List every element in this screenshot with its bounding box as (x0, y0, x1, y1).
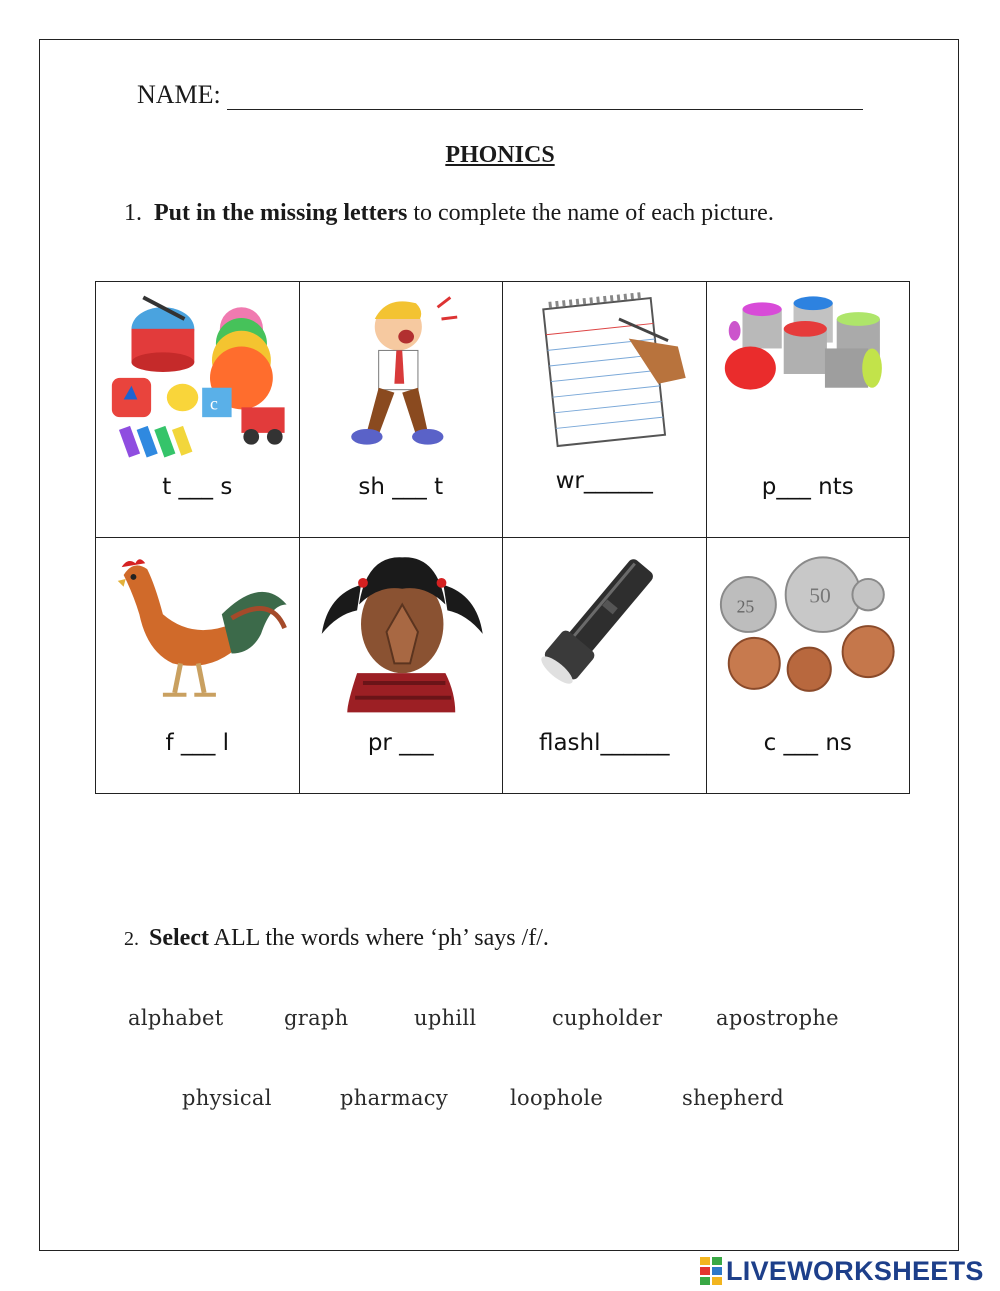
clue-coins[interactable]: c ___ ns (763, 730, 852, 756)
page-title: PHONICS (445, 142, 555, 168)
picture-grid (95, 281, 910, 794)
clue-flashlight[interactable]: flashl______ (538, 730, 670, 756)
clue-shout[interactable]: sh ___ t (358, 474, 444, 500)
cell-toys (96, 282, 300, 538)
question-2-text: ALL the words where ‘ph’ says /f/. (208, 925, 549, 951)
flashlight-picture (511, 544, 698, 714)
clue-toys[interactable]: t ___ s (162, 474, 233, 500)
question-2-number: 2. (124, 928, 139, 950)
clue-pray[interactable]: pr ___ (367, 730, 434, 756)
liveworksheets-logo (700, 1254, 984, 1288)
word-option[interactable]: alphabet (128, 1006, 224, 1030)
cell-shout (299, 282, 503, 538)
word-option[interactable]: uphill (414, 1006, 477, 1030)
praying-girl-picture (308, 544, 495, 714)
word-option[interactable]: pharmacy (340, 1086, 448, 1110)
word-option[interactable]: shepherd (682, 1086, 785, 1110)
paints-picture (715, 288, 902, 458)
name-blank-line[interactable] (227, 81, 863, 110)
word-option[interactable]: physical (182, 1086, 272, 1110)
question-1-number: 1. (124, 200, 142, 226)
word-option[interactable]: graph (284, 1006, 349, 1030)
question-1-text: to complete the name of each picture. (407, 200, 774, 226)
shouting-boy-picture (308, 288, 495, 458)
clue-fowl[interactable]: f ___ l (165, 730, 230, 756)
clue-paints[interactable]: p___ nts (761, 474, 854, 500)
question-1 (124, 200, 774, 227)
question-1-bold: Put in the missing letters (154, 200, 408, 226)
question-2 (124, 925, 549, 952)
coins-picture (715, 544, 902, 714)
word-option[interactable]: loophole (510, 1086, 604, 1110)
word-option[interactable]: cupholder (552, 1006, 663, 1030)
name-label: NAME: (137, 80, 221, 109)
svg-text:c: c (210, 393, 218, 414)
svg-text:50: 50 (808, 583, 831, 608)
toys-picture (104, 288, 291, 458)
cell-write (503, 282, 707, 538)
cell-coins (706, 538, 910, 794)
clue-write[interactable]: wr______ (555, 468, 653, 494)
cell-paints (706, 282, 910, 538)
rooster-picture (104, 544, 291, 714)
word-option[interactable]: apostrophe (716, 1006, 839, 1030)
cell-flashlight (503, 538, 707, 794)
logo-icon (700, 1257, 722, 1285)
svg-text:25: 25 (736, 596, 754, 617)
writing-picture (511, 288, 698, 458)
cell-fowl (96, 538, 300, 794)
cell-pray (299, 538, 503, 794)
logo-text: LIVEWORKSHEETS (726, 1255, 984, 1286)
question-2-bold: Select (149, 925, 209, 951)
name-row (137, 80, 863, 110)
